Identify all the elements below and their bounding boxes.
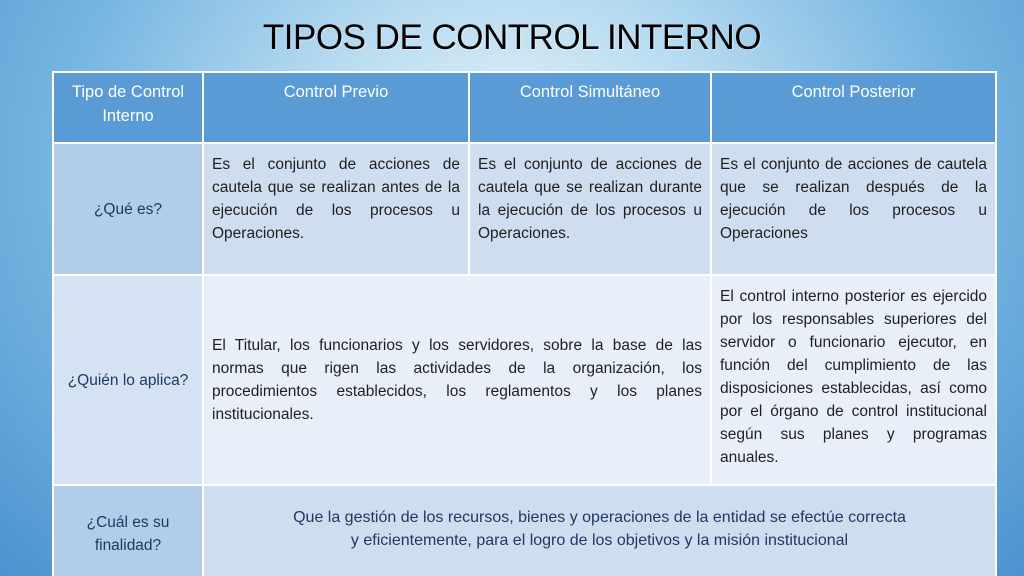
cell-que-es-posterior: Es el conjunto de acciones de cautela que se realizan después de la ejecución de los procesos u Operaciones	[711, 143, 996, 275]
cell-quien-aplica-previo-simultaneo: El Titular, los funcionarios y los servidores, sobre la base de las normas que rigen las actividades de la organización, los procedimientos establecidos, los reglamentos y los planes institucionales.	[203, 275, 711, 485]
finalidad-line-1: Que la gestión de los recursos, bienes y operaciones de la entidad se efectúe correcta	[293, 509, 906, 526]
table-row	[53, 485, 996, 576]
header-simultaneo: Control Simultáneo	[469, 72, 711, 143]
control-types-table	[52, 71, 997, 576]
finalidad-line-2: y eficientemente, para el logro de los objetivos y la misión institucional	[350, 532, 849, 549]
cell-que-es-simultaneo: Es el conjunto de acciones de cautela que se realizan durante la ejecución de los procesos u Operaciones.	[469, 143, 711, 275]
table-row	[53, 275, 996, 485]
table-row	[53, 143, 996, 275]
cell-que-es-previo: Es el conjunto de acciones de cautela que se realizan antes de la ejecución de los procesos u Operaciones.	[203, 143, 469, 275]
slide-title: TIPOS DE CONTROL INTERNO	[262, 18, 762, 57]
row-label-quien-aplica: ¿Quién lo aplica?	[53, 275, 203, 485]
header-type: Tipo de Control Interno	[53, 72, 203, 143]
cell-finalidad	[203, 485, 996, 576]
row-label-que-es: ¿Qué es?	[53, 143, 203, 275]
header-posterior: Control Posterior	[711, 72, 996, 143]
header-previo: Control Previo	[203, 72, 469, 143]
cell-quien-aplica-posterior: El control interno posterior es ejercido por los responsables superiores del servidor o funcionario ejecutor, en función del cumplimiento de las disposiciones establecidas, así como por el órgano de control institucional según sus planes y programas anuales.	[711, 275, 996, 485]
table-header-row	[53, 72, 996, 143]
row-label-finalidad: ¿Cuál es su finalidad?	[53, 485, 203, 576]
